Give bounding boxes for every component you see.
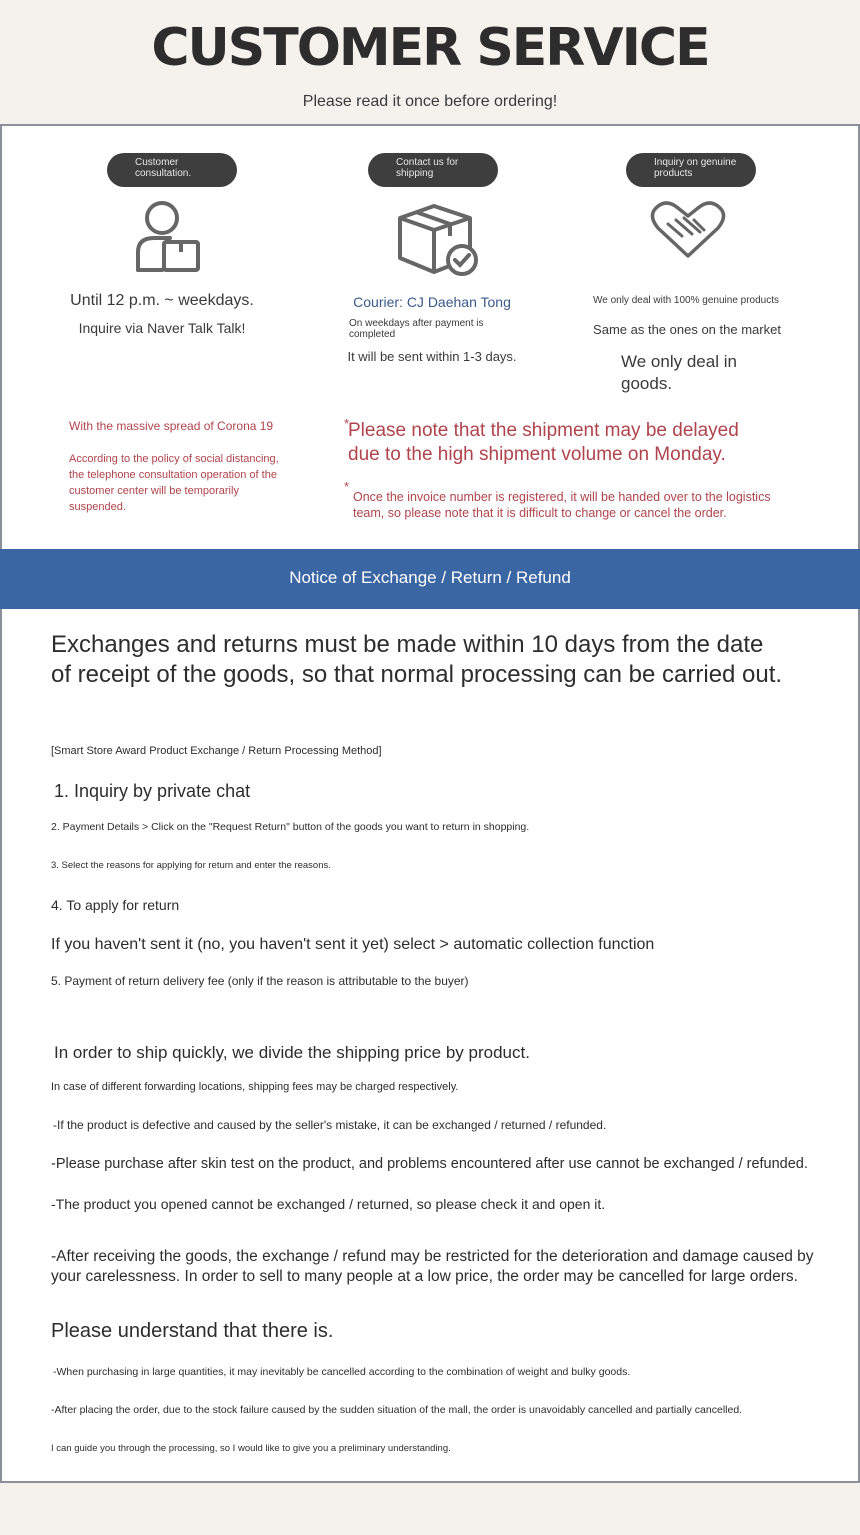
headline-line-1: Exchanges and returns must be made within 10 days from the date — [51, 631, 764, 658]
method-title: [Smart Store Award Product Exchange / Return Processing Method] — [51, 745, 382, 757]
pill-shipping-contact: Contact us for shipping — [368, 153, 498, 187]
corona-title: With the massive spread of Corona 19 — [69, 419, 274, 433]
guide-text: I can guide you through the processing, so I would like to give you a preliminary understanding. — [51, 1443, 451, 1454]
courier-text: Courier: CJ Daehan Tong — [353, 294, 511, 310]
invoice-notice: Once the invoice number is registered, it will be handed over to the logistics team, so please note that it is difficult to change or cancel the order. — [353, 490, 771, 520]
step-1: 1. Inquiry by private chat — [54, 781, 251, 801]
stock-failure-text: -After placing the order, due to the stock failure caused by the sudden situation of the mall, the order is unavoidably cancelled and partially cancelled. — [51, 1404, 743, 1416]
payment-completed-text: On weekdays after payment is completed — [349, 318, 484, 340]
step-5: 5. Payment of return delivery fee (only if the reason is attributable to the buyer) — [51, 974, 469, 988]
asterisk-1: * — [344, 416, 350, 431]
page-title: CUSTOMER SERVICE — [151, 18, 709, 78]
carelessness-line-2: your carelessness. In order to sell to many people at a low price, the order may be cancelled for large orders. — [51, 1268, 798, 1285]
corona-body: According to the policy of social distancing, the telephone consultation operation of the customer center will be temporarily suspended. — [69, 453, 279, 513]
person-with-box-icon — [132, 200, 202, 279]
skin-test-text: -Please purchase after skin test on the product, and problems encountered after use cannot be exchanged / refunded. — [51, 1156, 808, 1172]
pill-customer-consultation: Customer consultation. — [107, 153, 237, 187]
genuine-text: We only deal with 100% genuine products — [592, 295, 780, 306]
opened-product-text: -The product you opened cannot be exchanged / returned, so please check it and open it. — [51, 1196, 606, 1212]
footer — [0, 1483, 860, 1535]
ship-quick-text: In order to ship quickly, we divide the shipping price by product. — [54, 1043, 530, 1062]
large-quantity-text: -When purchasing in large quantities, it may inevitably be cancelled according to the combination of weight and bulky goods. — [53, 1366, 631, 1378]
carelessness-line-1: -After receiving the goods, the exchange / refund may be restricted for the deterioration and damage caused by — [51, 1248, 814, 1265]
exchange-banner — [0, 549, 860, 609]
step-3: 3. Select the reasons for applying for return and enter the reasons. — [51, 860, 331, 871]
same-market-text: Same as the ones on the market — [593, 322, 781, 337]
banner-title: Notice of Exchange / Return / Refund — [289, 568, 571, 587]
delivery-time-text: It will be sent within 1-3 days. — [347, 349, 517, 364]
pill-genuine-products: Inquiry on genuine products — [626, 153, 756, 187]
service-info-section — [0, 126, 860, 549]
hours-text: Until 12 p.m. ~ weekdays. — [70, 292, 254, 309]
goods-only-text: We only deal in goods. — [621, 352, 737, 393]
understand-text: Please understand that there is. — [51, 1320, 334, 1342]
box-check-icon — [394, 200, 480, 283]
headline-line-2: of receipt of the goods, so that normal processing can be carried out. — [51, 661, 783, 688]
handshake-heart-icon — [648, 200, 728, 265]
asterisk-2: * — [344, 479, 350, 494]
defective-text: -If the product is defective and caused by the seller's mistake, it can be exchanged / returned / refunded. — [53, 1118, 607, 1132]
step-4-detail: If you haven't sent it (no, you haven't sent it yet) select > automatic collection function — [51, 936, 655, 953]
shipment-delay-notice: Please note that the shipment may be delayed due to the high shipment volume on Monday. — [348, 420, 739, 465]
step-4: 4. To apply for return — [51, 897, 180, 913]
step-2: 2. Payment Details > Click on the "Request Return" button of the goods you want to return in shopping. — [51, 821, 530, 833]
exchange-content — [0, 609, 860, 1483]
talk-inquiry-text: Inquire via Naver Talk Talk! — [78, 320, 246, 336]
page-subtitle: Please read it once before ordering! — [302, 93, 558, 110]
ship-fees-text: In case of different forwarding locations, shipping fees may be charged respectively. — [51, 1081, 459, 1093]
header — [0, 0, 860, 126]
